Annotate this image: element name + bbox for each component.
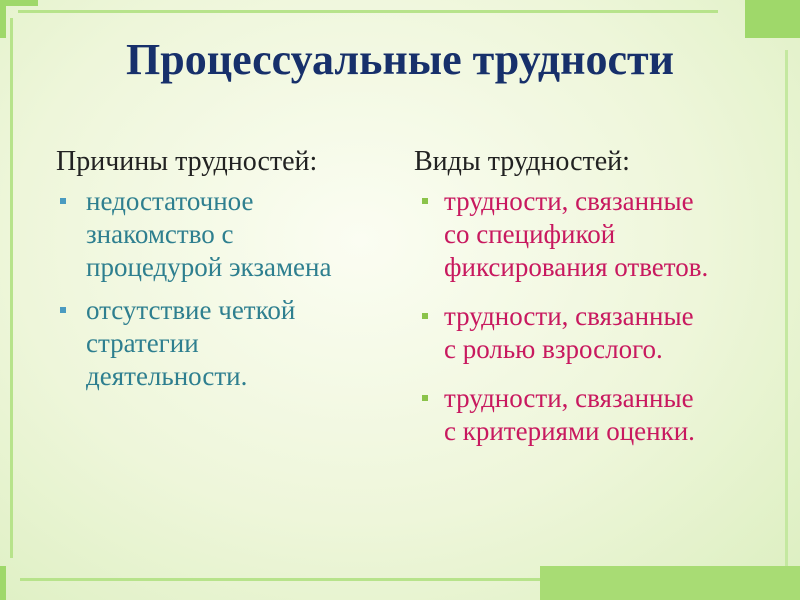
list-item-text: трудности, связанные с критериями оценки. <box>444 383 695 446</box>
decor-left-line <box>10 18 13 558</box>
list-item <box>56 294 386 393</box>
decor-top-line <box>18 10 718 13</box>
list-item-text: недостаточное знакомство с процедурой экзамена <box>86 186 332 282</box>
causes-column <box>56 145 386 403</box>
square-bullet-icon <box>422 395 428 401</box>
list-item <box>414 185 774 284</box>
types-heading: Виды трудностей: <box>414 146 630 177</box>
types-list <box>414 185 774 448</box>
square-bullet-icon <box>422 198 428 204</box>
list-item-text: трудности, связанные с ролью взрослого. <box>444 301 694 364</box>
decor-corner-bar <box>0 0 38 6</box>
list-item-text: отсутствие четкой стратегии деятельности. <box>86 295 296 391</box>
decor-bottom-right-block <box>540 566 800 600</box>
list-item <box>414 300 774 366</box>
causes-list <box>56 185 386 393</box>
causes-heading: Причины трудностей: <box>56 146 318 177</box>
decor-right-line <box>785 50 788 570</box>
square-bullet-icon <box>60 307 66 313</box>
decor-top-right-block <box>745 0 800 38</box>
slide-title: Процессуальные трудности <box>126 35 674 84</box>
list-item <box>414 382 774 448</box>
list-item-text: трудности, связанные со спецификой фиксирования ответов. <box>444 186 709 282</box>
square-bullet-icon <box>60 198 66 204</box>
square-bullet-icon <box>422 313 428 319</box>
list-item <box>56 185 386 284</box>
decor-bottom-left-block <box>0 566 6 600</box>
types-column <box>414 145 774 464</box>
